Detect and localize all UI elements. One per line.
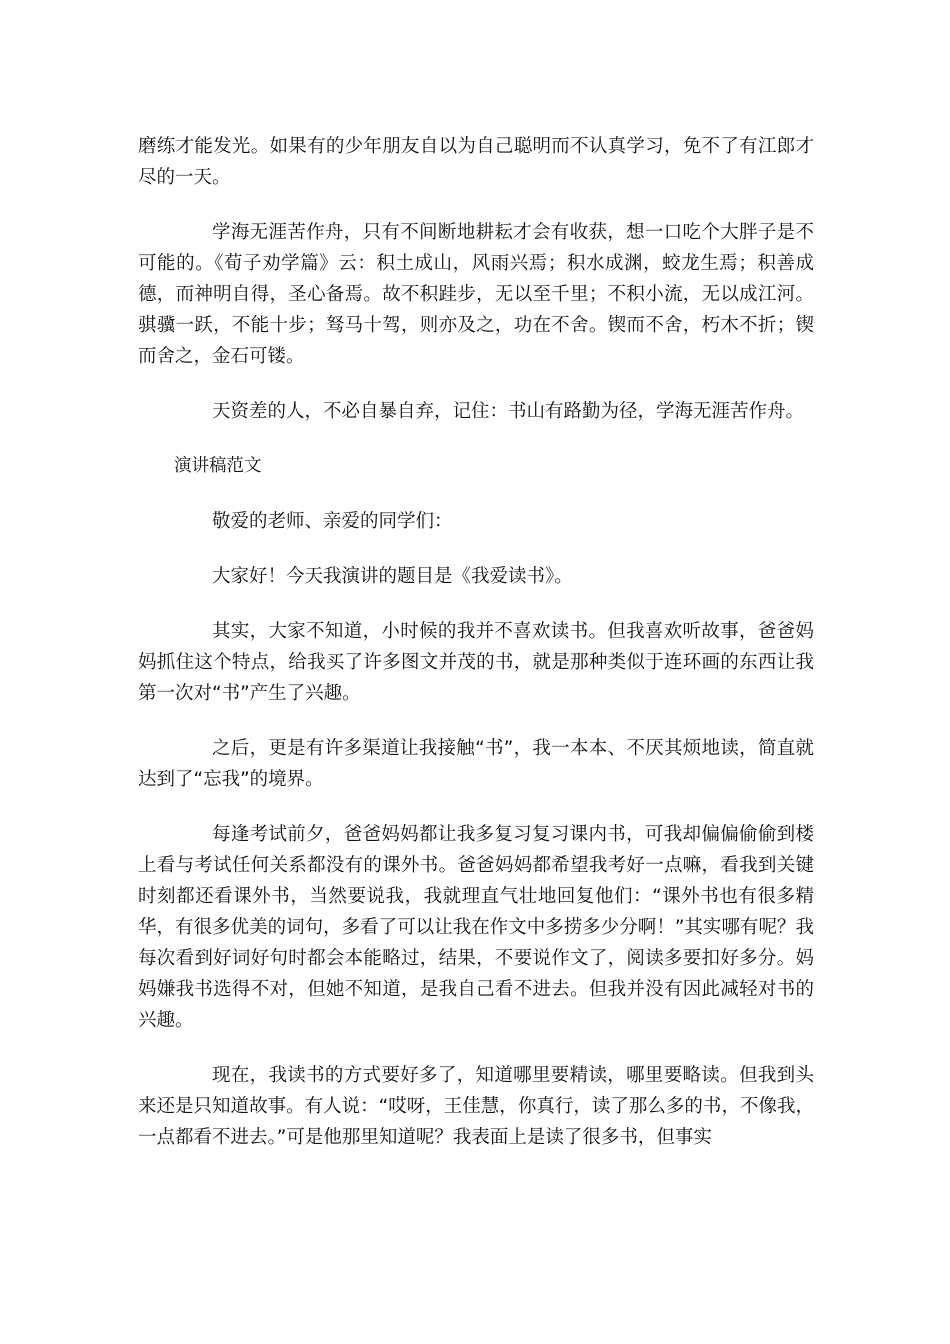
paragraph-continuation: 磨练才能发光。如果有的少年朋友自以为自己聪明而不认真学习，免不了有江郎才尽的一天。 xyxy=(138,136,814,188)
paragraph-childhood: 其实，大家不知道，小时候的我并不喜欢读书。但我喜欢听故事，爸爸妈妈抓住这个特点，给我买了许多图文并茂的书，就是那种类似于连环画的东西让我第一次对“书”产生了兴趣。 xyxy=(138,621,814,704)
paragraph-salutation: 敬爱的老师、亲爱的同学们： xyxy=(212,511,453,532)
paragraph-exams: 每逢考试前夕，爸爸妈妈都让我多复习复习课内书，可我却偏偏偷偷到楼上看与考试任何关系都没有的课外书。爸爸妈妈都希望我考好一点嘛，看我到关键时刻都还看课外书，当然要说我，我就理直气壮地回复他们：“课外书也有很多精华，有很多优美的词句，多看了可以让我在作文中多捞多少分啊！”其实哪有呢？我每次看到好词好句时都会本能略过，结果，不要说作文了，阅读多要扣好多分。妈妈嫌我书选得不对，但她不知道，是我自己看不进去。但我并没有因此减轻对书的兴趣。 xyxy=(138,824,814,1031)
paragraph-later: 之后，更是有许多渠道让我接触“书”，我一本本、不厌其烦地读，简直就达到了“忘我”的境界。 xyxy=(138,738,814,790)
section-heading: 演讲稿范文 xyxy=(174,456,262,476)
paragraph-greeting: 大家好！今天我演讲的题目是《我爱读书》。 xyxy=(212,566,573,587)
document-body xyxy=(138,131,814,1177)
paragraph-conclusion: 天资差的人，不必自暴自弃，记住：书山有路勤为径，学海无涯苦作舟。 xyxy=(212,401,805,422)
paragraph-xunzi-quote: 学海无涯苦作舟，只有不间断地耕耘才会有收获，想一口吃个大胖子是不可能的。《荀子劝学篇》云：积土成山，风雨兴焉；积水成渊，蛟龙生焉；积善成德，而神明自得，圣心备焉。故不积跬步，无以至千里；不积小流，无以成江河。骐骥一跃，不能十步；驽马十驾，则亦及之，功在不舍。锲而不舍，朽木不折；锲而舍之，金石可镂。 xyxy=(138,222,814,367)
paragraph-now: 现在，我读书的方式要好多了，知道哪里要精读，哪里要略读。但我到头来还是只知道故事。有人说：“哎呀，王佳慧，你真行，读了那么多的书，不像我，一点都看不进去。”可是他那里知道呢？我表面上是读了很多书，但事实 xyxy=(138,1065,814,1148)
